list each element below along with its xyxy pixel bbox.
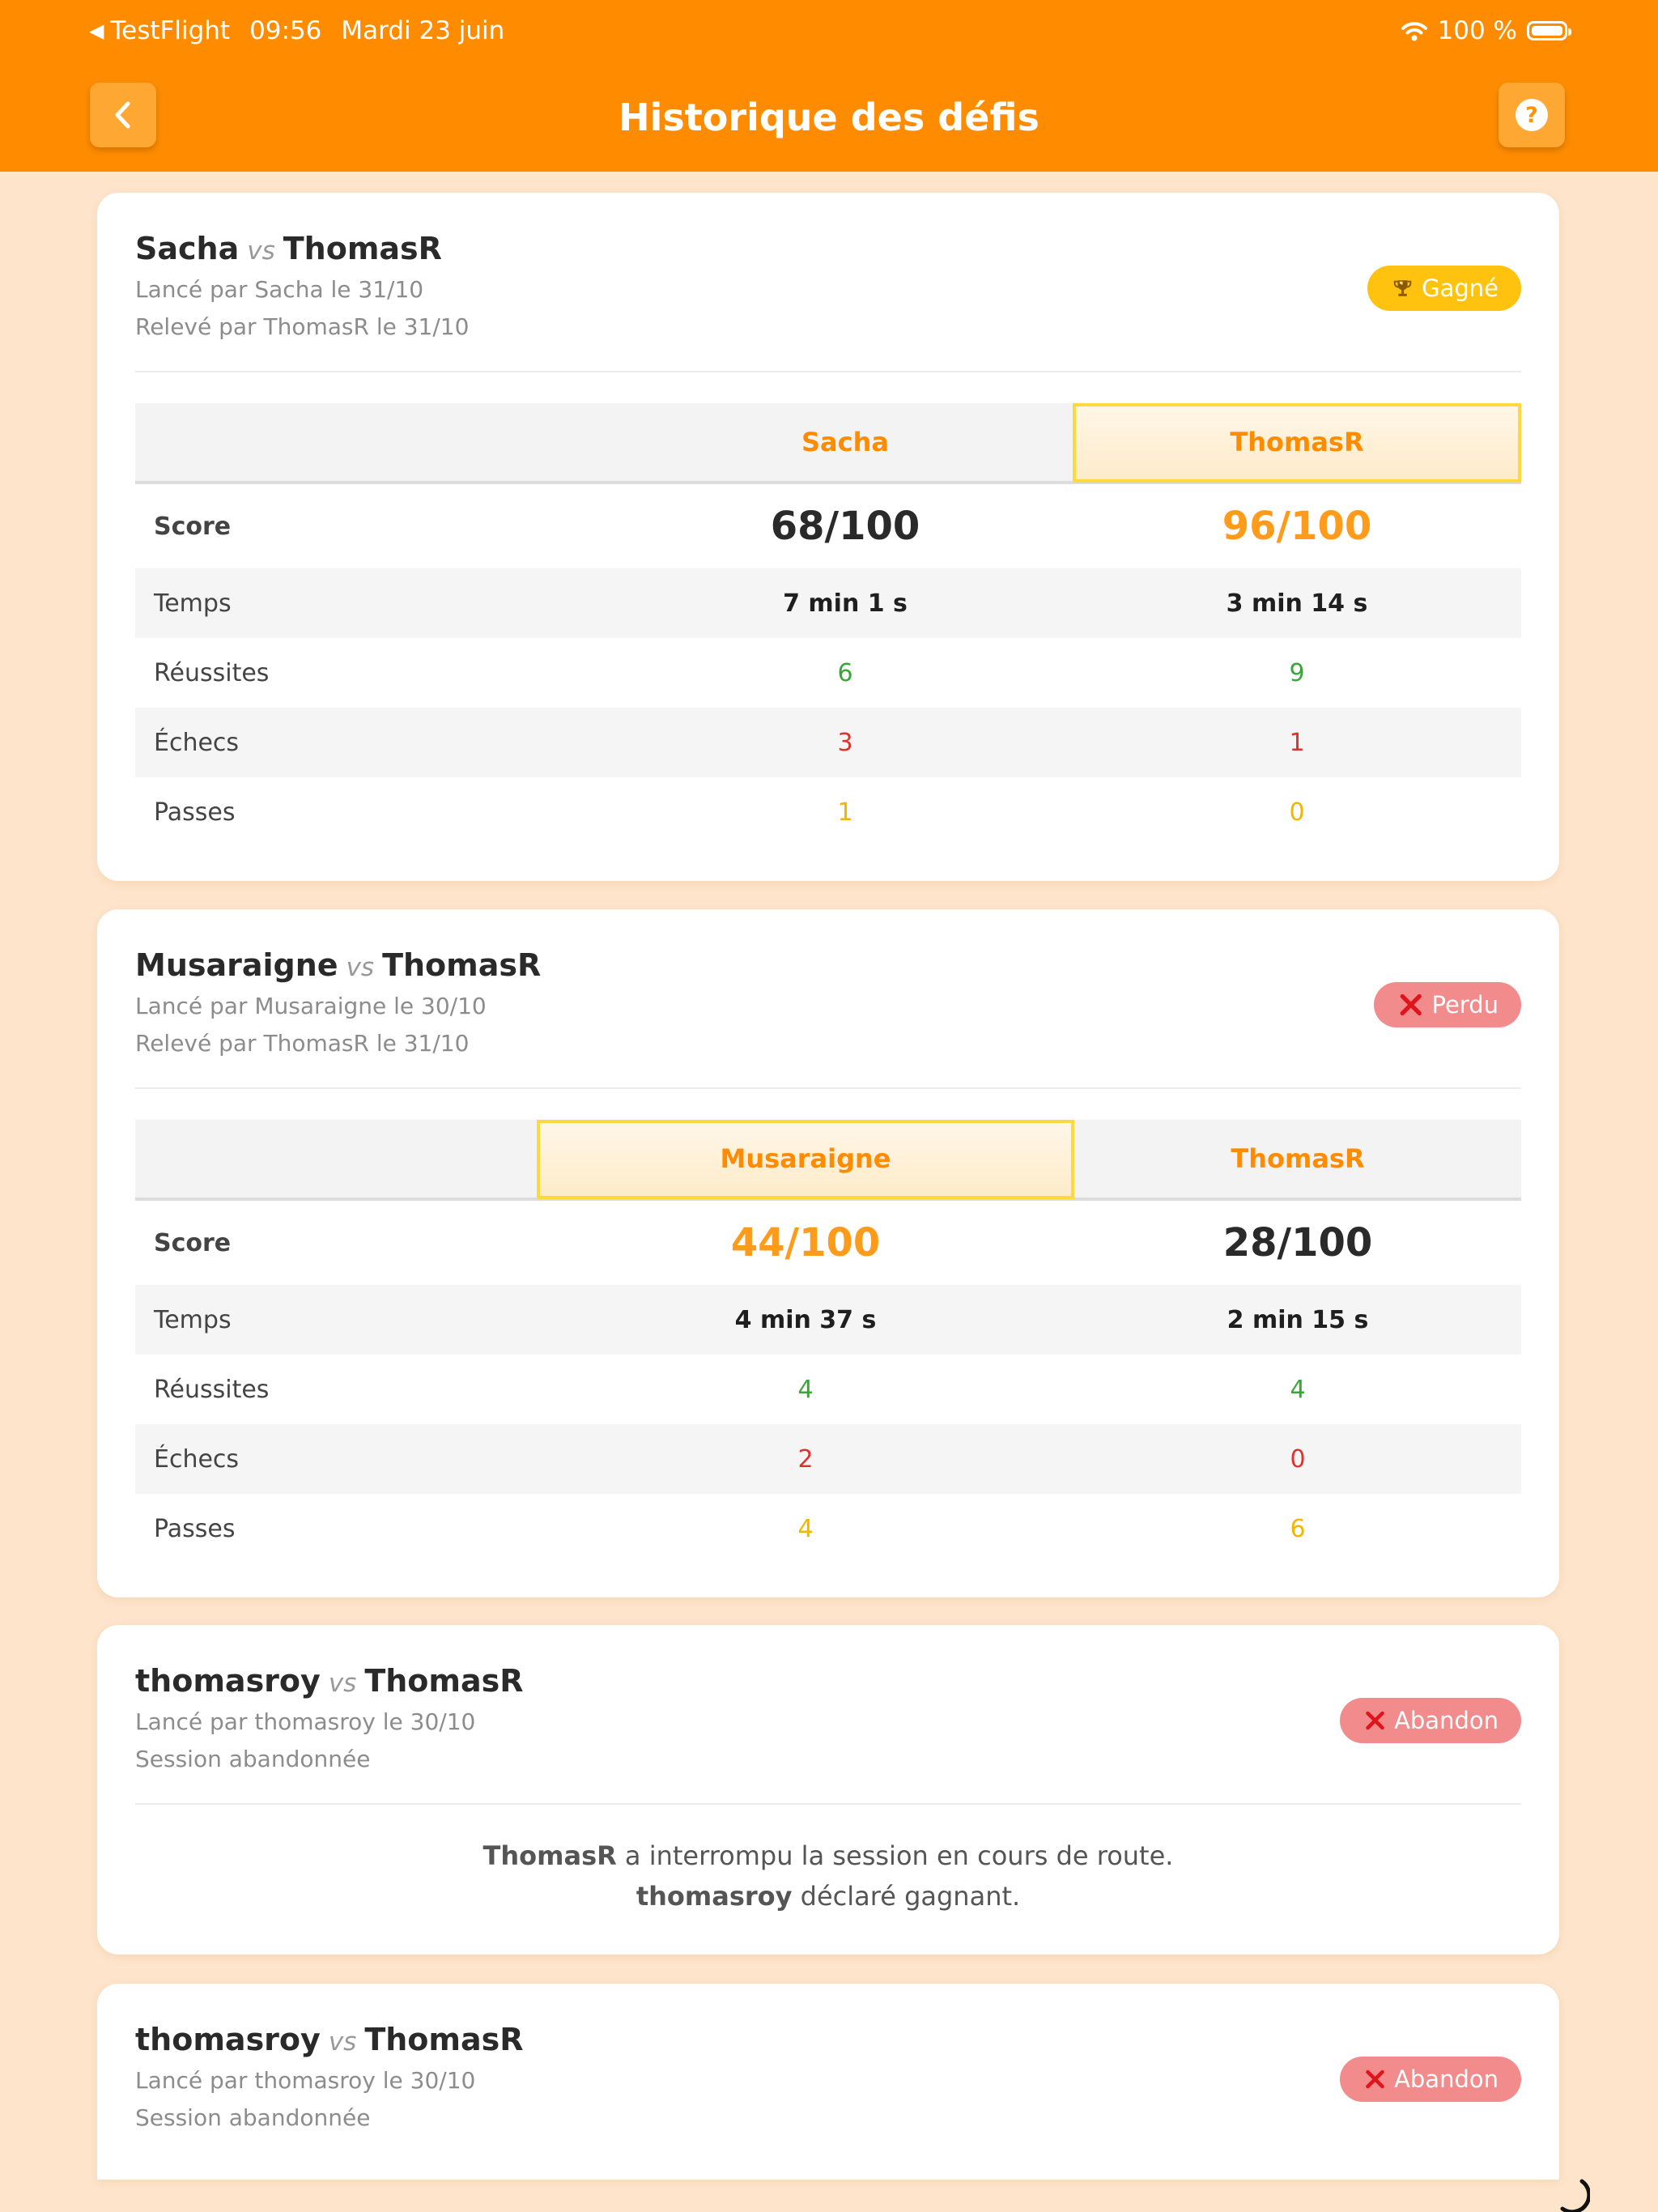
challenge-card	[97, 1984, 1559, 2180]
stats-header-row	[135, 1120, 1521, 1199]
failures-player1: 2	[797, 1444, 814, 1474]
passes-player2: 6	[1290, 1514, 1306, 1543]
back-to-app-icon[interactable]: ◀	[89, 19, 104, 42]
time-label: Temps	[135, 1285, 537, 1355]
passes-player2: 0	[1289, 798, 1305, 827]
winner-player: thomasroy	[636, 1881, 793, 1912]
winner-text: déclaré gagnant.	[792, 1881, 1021, 1912]
help-button[interactable]	[1499, 83, 1565, 147]
challenge-header	[97, 909, 1559, 1087]
battery-percent: 100 %	[1437, 16, 1517, 45]
status-badge-label: Gagné	[1422, 274, 1499, 302]
passes-label: Passes	[154, 1514, 236, 1543]
stats-table	[135, 403, 1521, 847]
score-row	[135, 483, 1521, 568]
time-player2: 3 min 14 s	[1226, 589, 1368, 618]
answered-by: Relevé par ThomasR le 31/10	[135, 313, 470, 340]
status-bar-right	[1401, 15, 1567, 47]
passes-row	[135, 777, 1521, 847]
passes-player1: 1	[837, 798, 853, 827]
cross-icon	[1398, 990, 1424, 1019]
player1-name: Musaraigne	[135, 947, 338, 983]
vs-label: vs	[328, 1669, 357, 1698]
successes-row	[135, 638, 1521, 708]
challenge-header	[97, 193, 1559, 371]
back-to-app-label[interactable]: TestFlight	[110, 16, 231, 45]
failures-row	[135, 708, 1521, 777]
status-badge	[1340, 2057, 1521, 2102]
abandon-player: ThomasR	[483, 1840, 617, 1871]
challenge-players	[135, 1661, 524, 1704]
successes-player1: 4	[797, 1375, 814, 1404]
card-divider	[135, 1803, 1521, 1805]
status-time: 09:56	[249, 16, 322, 45]
player2-name: ThomasR	[364, 2022, 524, 2057]
challenge-card	[97, 909, 1559, 1597]
successes-player2: 4	[1290, 1375, 1306, 1404]
challenge-players	[135, 945, 541, 988]
column-player1-winner: Musaraigne	[537, 1120, 1074, 1199]
status-date: Mardi 23 juin	[341, 16, 505, 45]
stats-header-empty	[135, 1120, 537, 1199]
time-player1: 4 min 37 s	[734, 1305, 877, 1334]
failures-label: Échecs	[135, 708, 618, 777]
vs-label: vs	[346, 953, 375, 982]
cross-icon	[1364, 1706, 1386, 1735]
column-player2: ThomasR	[1074, 1120, 1521, 1199]
score-player2: 96/100	[1222, 504, 1372, 549]
time-player1: 7 min 1 s	[783, 589, 908, 618]
failures-row	[135, 1424, 1521, 1494]
status-badge	[1374, 982, 1521, 1027]
challenge-players	[135, 2019, 524, 2062]
status-bar-left	[89, 15, 504, 47]
passes-row	[135, 1494, 1521, 1563]
failures-player1: 3	[837, 728, 853, 757]
player2-name: ThomasR	[364, 1663, 524, 1699]
launched-by: Lancé par thomasroy le 30/10	[135, 2067, 476, 2094]
vs-label: vs	[247, 236, 275, 266]
stats-header-empty	[135, 403, 618, 483]
launched-by: Lancé par thomasroy le 30/10	[135, 1708, 476, 1735]
successes-row	[135, 1355, 1521, 1424]
time-row	[135, 568, 1521, 638]
stats-header-row	[135, 403, 1521, 483]
score-label: Score	[154, 1228, 232, 1257]
challenge-header	[97, 1984, 1559, 2162]
time-player2: 2 min 15 s	[1226, 1305, 1369, 1334]
launched-by: Lancé par Musaraigne le 30/10	[135, 993, 487, 1019]
player1-name: thomasroy	[135, 2022, 321, 2057]
score-player1: 68/100	[770, 504, 920, 549]
trophy-icon	[1392, 274, 1414, 303]
column-player2-winner: ThomasR	[1073, 403, 1521, 483]
wifi-icon	[1401, 19, 1428, 42]
card-divider	[135, 371, 1521, 372]
failures-player2: 0	[1290, 1444, 1306, 1474]
score-row	[135, 1199, 1521, 1285]
player2-name: ThomasR	[283, 231, 442, 266]
time-label: Temps	[135, 568, 618, 638]
session-status: Session abandonnée	[135, 1746, 371, 1772]
loading-spinner-icon	[1554, 2176, 1590, 2212]
successes-label: Réussites	[154, 658, 270, 687]
score-label: Score	[154, 512, 232, 541]
successes-label: Réussites	[154, 1375, 270, 1404]
status-badge	[1340, 1698, 1521, 1743]
launched-by: Lancé par Sacha le 31/10	[135, 276, 424, 303]
abandon-message	[97, 1836, 1559, 1916]
challenge-players	[135, 228, 442, 271]
status-badge-label: Abandon	[1394, 1707, 1499, 1734]
page-title: Historique des défis	[619, 96, 1039, 139]
session-status: Session abandonnée	[135, 2104, 371, 2131]
status-badge	[1367, 266, 1521, 311]
battery-icon	[1527, 21, 1567, 40]
passes-label: Passes	[154, 798, 236, 827]
answered-by: Relevé par ThomasR le 31/10	[135, 1030, 470, 1057]
cross-icon	[1364, 2065, 1386, 2094]
failures-player2: 1	[1289, 728, 1305, 757]
top-bar	[0, 0, 1658, 172]
score-player1: 44/100	[730, 1220, 881, 1266]
challenge-card	[97, 193, 1559, 881]
stats-table	[135, 1120, 1521, 1563]
successes-player2: 9	[1289, 658, 1305, 687]
challenge-card	[97, 1625, 1559, 1955]
vs-label: vs	[328, 2027, 357, 2057]
abandon-message-line1	[97, 1836, 1559, 1876]
status-badge-label: Abandon	[1394, 2065, 1499, 2093]
challenge-header	[97, 1625, 1559, 1803]
passes-player1: 4	[797, 1514, 814, 1543]
player1-name: Sacha	[135, 231, 240, 266]
abandon-text: a interrompu la session en cours de route.	[616, 1840, 1174, 1871]
player2-name: ThomasR	[382, 947, 542, 983]
score-player2: 28/100	[1222, 1220, 1373, 1266]
column-player1: Sacha	[618, 403, 1073, 483]
time-row	[135, 1285, 1521, 1355]
card-divider	[135, 1087, 1521, 1089]
abandon-message-line2	[97, 1876, 1559, 1916]
successes-player1: 6	[837, 658, 853, 687]
question-icon: ?	[1516, 99, 1548, 131]
status-badge-label: Perdu	[1431, 991, 1499, 1019]
failures-label: Échecs	[135, 1424, 537, 1494]
player1-name: thomasroy	[135, 1663, 321, 1699]
